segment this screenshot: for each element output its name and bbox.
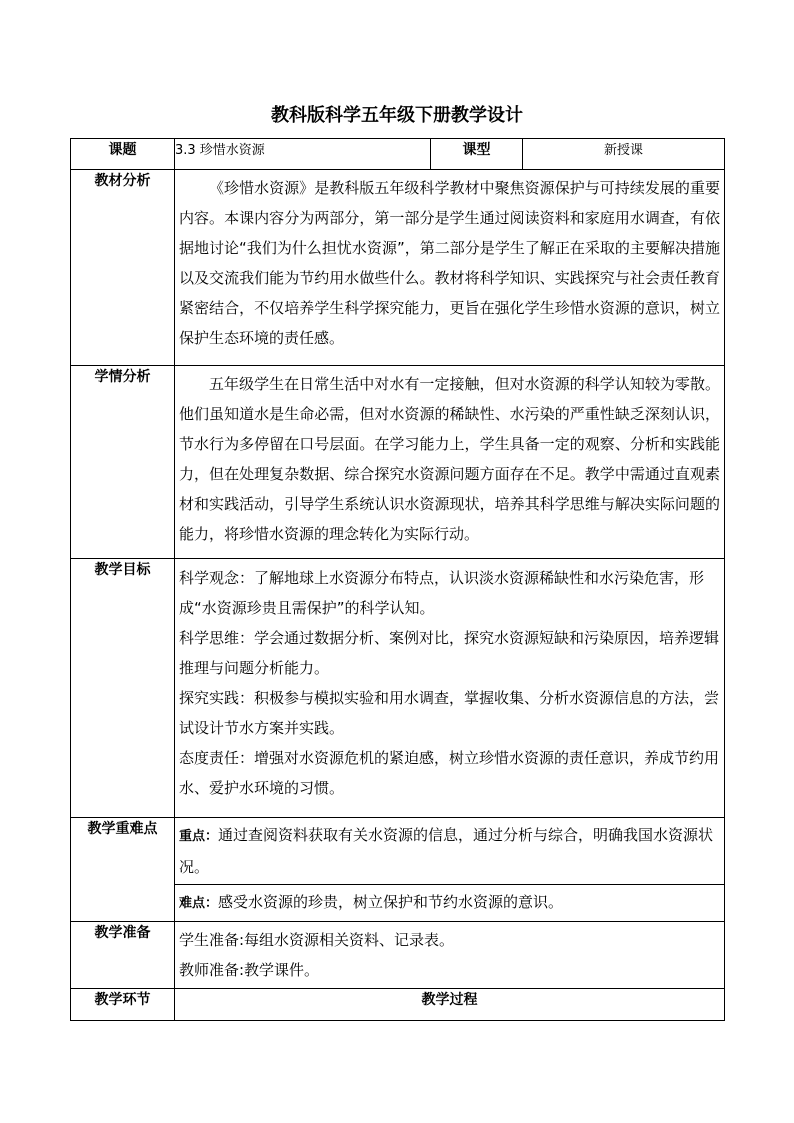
objectives-label: 教学目标 — [71, 559, 175, 818]
material-analysis-cell — [175, 170, 725, 366]
student-analysis-row — [71, 366, 725, 559]
student-preparation: 学生准备:每组水资源相关资料、记录表。 — [179, 931, 455, 949]
teacher-preparation: 教师准备:教学课件。 — [179, 961, 320, 979]
lesson-plan-table — [70, 138, 725, 1021]
type-value: 新授课 — [523, 139, 725, 170]
topic-value: 3.3 珍惜水资源 — [175, 139, 431, 170]
focus-text: 通过查阅资料获取有关水资源的信息，通过分析与综合，明确我国水资源状况。 — [179, 826, 714, 876]
difficulty-text: 感受水资源的珍贵，树立保护和节约水资源的意识。 — [218, 893, 564, 911]
material-analysis-row — [71, 170, 725, 366]
objectives-row — [71, 559, 725, 818]
process-label: 教学过程 — [175, 989, 725, 1021]
focus-row — [71, 818, 725, 885]
preparation-label: 教学准备 — [71, 922, 175, 989]
key-points-label: 教学重难点 — [71, 818, 175, 922]
objective-item: 探究实践：积极参与模拟实验和用水调查，掌握收集、分析水资源信息的方法，尝试设计节水方案并实践。 — [179, 689, 720, 737]
focus-cell — [175, 818, 725, 885]
focus-key: 重点： — [179, 829, 219, 844]
student-analysis-label: 学情分析 — [71, 366, 175, 559]
preparation-cell — [175, 922, 725, 989]
type-label: 课型 — [431, 139, 523, 170]
header-row — [71, 139, 725, 170]
objective-item: 科学观念：了解地球上水资源分布特点，认识淡水资源稀缺性和水污染危害，形成“水资源珍贵且需保护”的科学认知。 — [179, 569, 705, 617]
preparation-row — [71, 922, 725, 989]
difficulty-cell — [175, 885, 725, 922]
page-title: 教科版科学五年级下册教学设计 — [271, 105, 523, 126]
student-analysis-text: 五年级学生在日常生活中对水有一定接触，但对水资源的科学认知较为零散。他们虽知道水是生命必需，但对水资源的稀缺性、水污染的严重性缺乏深刻认识，节水行为多停留在口号层面。在学习能力上，学生具备一定的观察、分析和实践能力，但在处理复杂数据、综合探究水资源问题方面存在不足。教学中需通过直观素材和实践活动，引导学生系统认识水资源现状，培养其科学思维与解决实际问题的能力，将珍惜水资源的理念转化为实际行动。 — [179, 375, 720, 543]
student-analysis-cell — [175, 366, 725, 559]
difficulty-key: 难点： — [179, 896, 219, 911]
objective-item: 科学思维：学会通过数据分析、案例对比，探究水资源短缺和污染原因，培养逻辑推理与问题分析能力。 — [179, 629, 720, 677]
objectives-cell — [175, 559, 725, 818]
objective-item: 态度责任：增强对水资源危机的紧迫感，树立珍惜水资源的责任意识，养成节约用水、爱护水环境的习惯。 — [179, 749, 720, 797]
stage-label: 教学环节 — [71, 989, 175, 1021]
process-header-row — [71, 989, 725, 1021]
material-analysis-label: 教材分析 — [71, 170, 175, 366]
material-analysis-text: 《珍惜水资源》是教科版五年级科学教材中聚焦资源保护与可持续发展的重要内容。本课内容分为两部分，第一部分是学生通过阅读资料和家庭用水调查，有依据地讨论“我们为什么担忧水资源”，第二部分是学生了解正在采取的主要解决措施以及交流我们能为节约用水做些什么。教材将科学知识、实践探究与社会责任教育紧密结合，不仅培养学生科学探究能力，更旨在强化学生珍惜水资源的意识，树立保护生态环境的责任感。 — [179, 179, 720, 347]
topic-label: 课题 — [71, 139, 175, 170]
